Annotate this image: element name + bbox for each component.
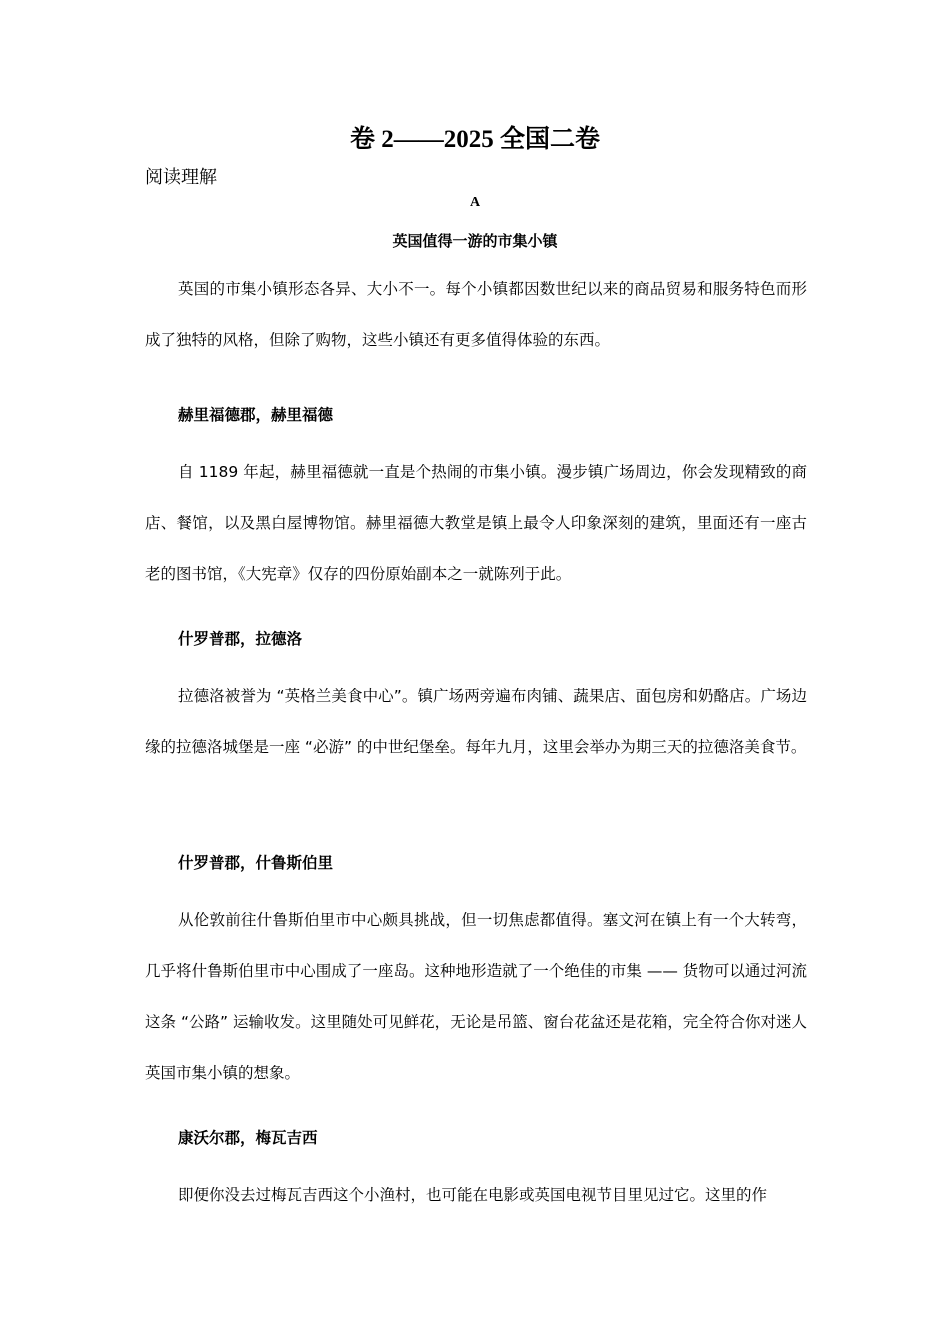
town-section-hereford <box>145 403 807 600</box>
passage-letter: A <box>469 195 481 210</box>
town-section-shrewsbury <box>145 851 807 1099</box>
town-heading: 赫里福德郡，赫里福德 <box>178 406 334 424</box>
town-paragraph: 拉德洛被誉为 “英格兰美食中心”。镇广场两旁遍布肉铺、蔬果店、面包房和奶酪店。广场边缘的拉德洛城堡是一座 “必游” 的中世纪堡垒。每年九月，这里会举办为期三天的拉德洛美食节。 <box>145 687 807 756</box>
town-heading: 什罗普郡，拉德洛 <box>178 630 303 648</box>
section-label: 阅读理解 <box>145 167 217 188</box>
town-paragraph: 自 1189 年起，赫里福德就一直是个热闹的市集小镇。漫步镇广场周边，你会发现精致的商店、餐馆，以及黑白屋博物馆。赫里福德大教堂是镇上最令人印象深刻的建筑，里面还有一座古老的图书馆，《大宪章》仅存的四份原始副本之一就陈列于此。 <box>145 463 807 583</box>
town-paragraph: 即便你没去过梅瓦吉西这个小渔村，也可能在电影或英国电视节目里见过它。这里的作 <box>178 1186 768 1204</box>
article-title: 英国值得一游的市集小镇 <box>392 232 558 250</box>
town-section-mevagissey <box>145 1126 807 1221</box>
town-section-ludlow <box>145 627 807 773</box>
town-heading: 康沃尔郡，梅瓦吉西 <box>178 1129 318 1147</box>
town-heading: 什罗普郡，什鲁斯伯里 <box>178 854 334 872</box>
intro-block <box>145 264 807 366</box>
page-title: 卷 2——2025 全国二卷 <box>349 126 600 153</box>
town-paragraph: 从伦敦前往什鲁斯伯里市中心颇具挑战，但一切焦虑都值得。塞文河在镇上有一个大转弯，几乎将什鲁斯伯里市中心围成了一座岛。这种地形造就了一个绝佳的市集 —— 货物可以通过河流这条 “公路” 运输收发。这里随处可见鲜花，无论是吊篮、窗台花盆还是花箱，完全符合你对迷人英国市集小镇的想象。 <box>145 911 807 1082</box>
intro-paragraph: 英国的市集小镇形态各异、大小不一。每个小镇都因数世纪以来的商品贸易和服务特色而形成了独特的风格，但除了购物，这些小镇还有更多值得体验的东西。 <box>145 280 807 349</box>
